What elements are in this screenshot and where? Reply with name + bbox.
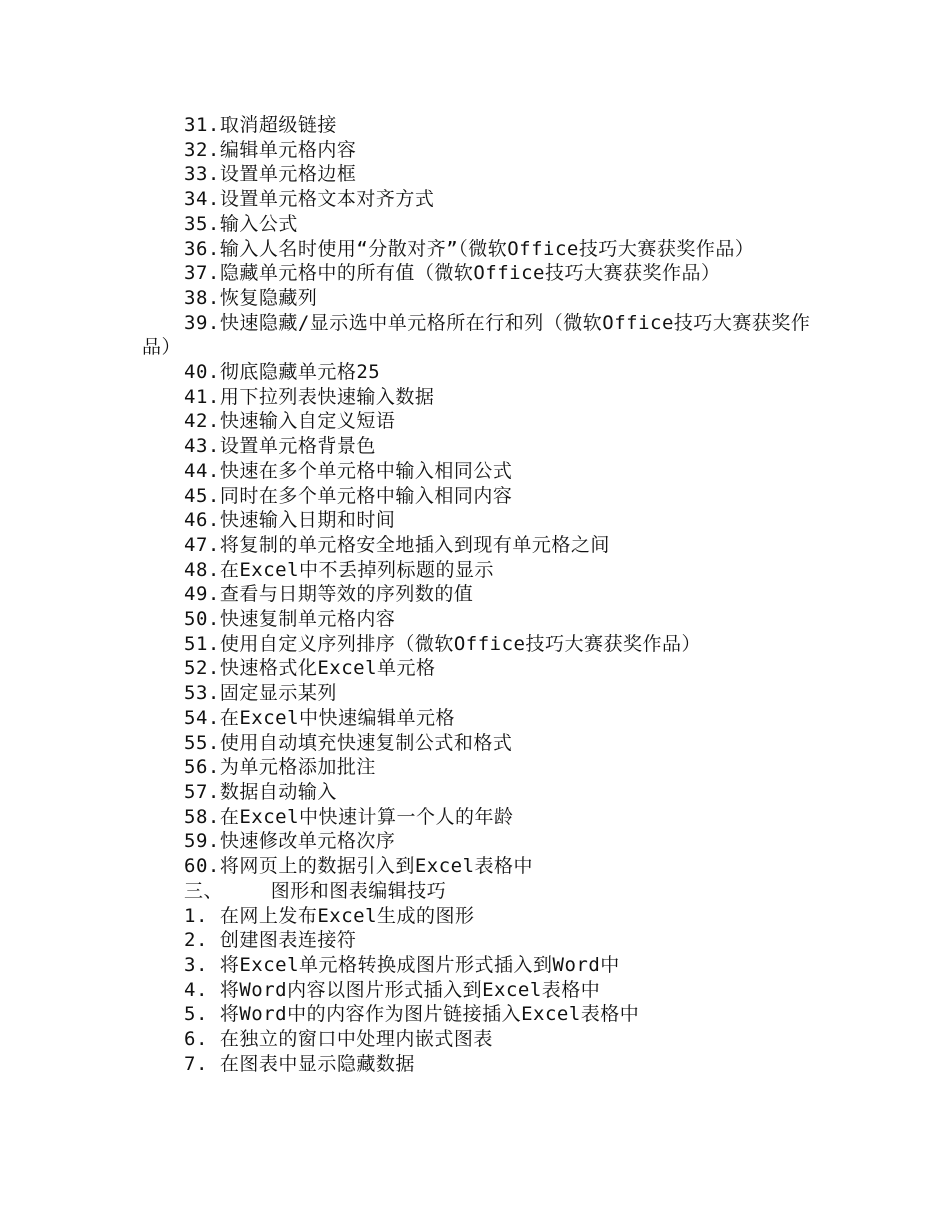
list-item: 43.设置单元格背景色: [184, 435, 376, 458]
document-body: [142, 113, 812, 1076]
list-item: 4. 将Word内容以图片形式插入到Excel表格中: [184, 978, 601, 1001]
list-item: 59.快速修改单元格次序: [184, 830, 396, 853]
list-item: 60.将网页上的数据引入到Excel表格中: [184, 855, 534, 878]
list-item: 42.快速输入自定义短语: [184, 410, 396, 433]
list-item: 47.将复制的单元格安全地插入到现有单元格之间: [184, 533, 610, 556]
list-item: 38.恢复隐藏列: [184, 286, 318, 309]
list-item: 48.在Excel中不丢掉列标题的显示: [184, 558, 495, 581]
list-item: 55.使用自动填充快速复制公式和格式: [184, 731, 513, 754]
list-item: 46.快速输入日期和时间: [184, 509, 396, 532]
list-item: 54.在Excel中快速编辑单元格: [184, 706, 456, 729]
list-item: 1. 在网上发布Excel生成的图形: [184, 904, 475, 927]
list-item: 57.数据自动输入: [184, 780, 337, 803]
list-item: 58.在Excel中快速计算一个人的年龄: [184, 805, 514, 828]
list-item: 34.设置单元格文本对齐方式: [184, 188, 435, 211]
section-heading: 三、 图形和图表编辑技巧: [184, 879, 447, 902]
list-item: 32.编辑单元格内容: [184, 138, 357, 161]
list-item: 5. 将Word中的内容作为图片链接插入Excel表格中: [184, 1003, 640, 1026]
list-item: 39.快速隐藏/显示选中单元格所在行和列（微软Office技巧大赛获奖作品）: [142, 311, 811, 359]
list-item: 2. 创建图表连接符: [184, 929, 357, 952]
list-item: 56.为单元格添加批注: [184, 756, 376, 779]
list-item: 40.彻底隐藏单元格25: [184, 361, 381, 384]
list-item: 35.输入公式: [184, 212, 298, 235]
list-item: 7. 在图表中显示隐藏数据: [184, 1052, 415, 1075]
list-item: 31.取消超级链接: [184, 114, 337, 136]
list-item: 41.用下拉列表快速输入数据: [184, 385, 435, 408]
list-item: 53.固定显示某列: [184, 682, 337, 705]
list-item: 36.输入人名时使用“分散对齐”（微软Office技巧大赛获奖作品）: [184, 237, 755, 260]
list-item: 45.同时在多个单元格中输入相同内容: [184, 484, 513, 507]
list-item: 50.快速复制单元格内容: [184, 608, 396, 631]
list-item: 51.使用自定义序列排序（微软Office技巧大赛获奖作品）: [184, 632, 701, 655]
list-item: 3. 将Excel单元格转换成图片形式插入到Word中: [184, 953, 620, 976]
list-item: 37.隐藏单元格中的所有值（微软Office技巧大赛获奖作品）: [184, 262, 721, 285]
list-item: 49.查看与日期等效的序列数的值: [184, 583, 474, 606]
list-item: 52.快速格式化Excel单元格: [184, 657, 436, 680]
list-item: 6. 在独立的窗口中处理内嵌式图表: [184, 1028, 493, 1051]
list-item: 33.设置单元格边框: [184, 163, 357, 186]
list-item: 44.快速在多个单元格中输入相同公式: [184, 459, 513, 482]
